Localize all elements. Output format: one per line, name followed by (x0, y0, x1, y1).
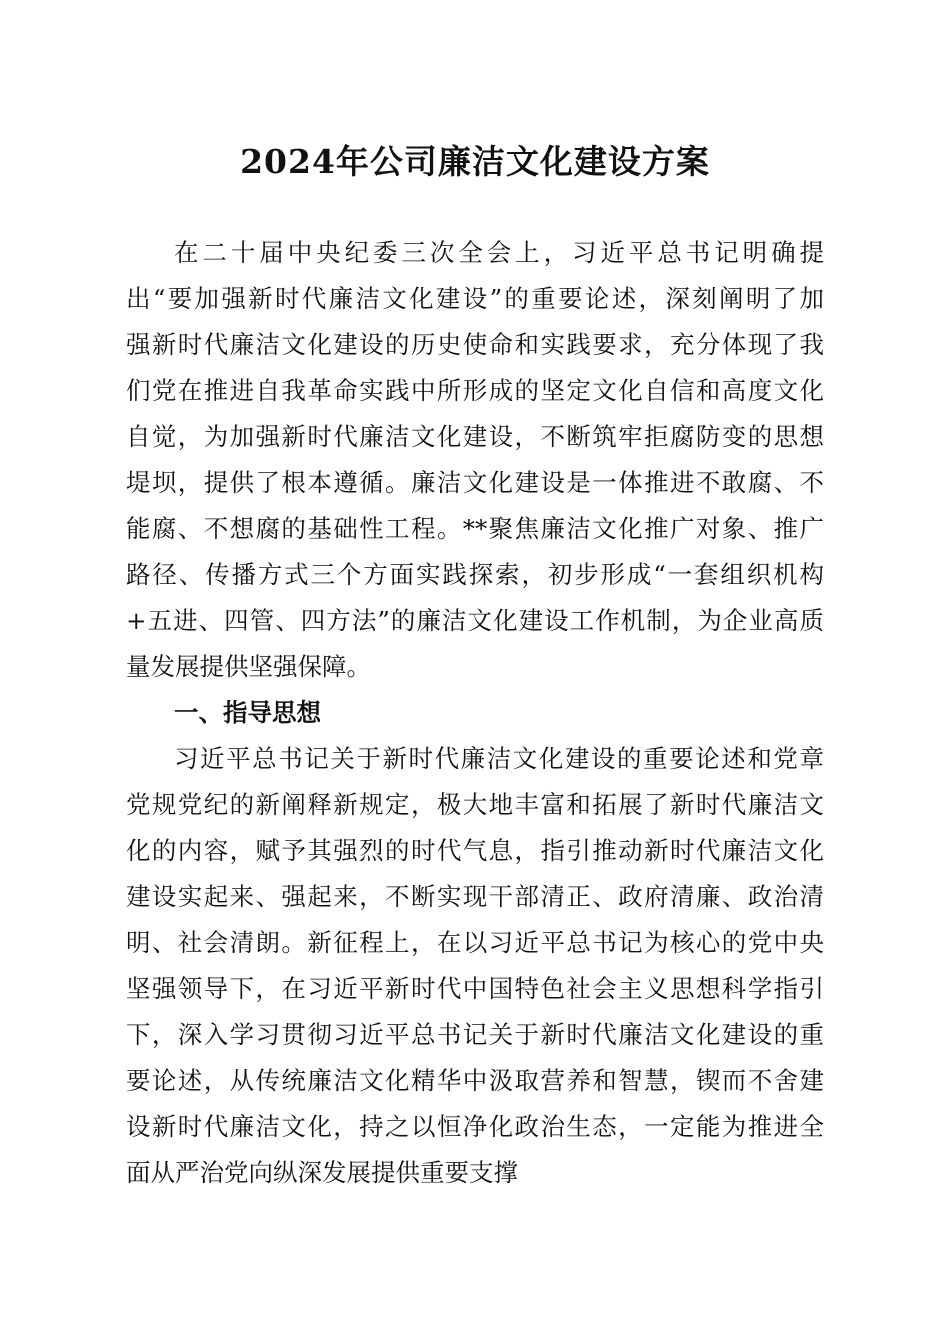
intro-line-9: +五进、四管、四方法”的廉洁文化建设工作机制，为企业高质 (126, 606, 824, 635)
section1-line-2: 党规党纪的新阐释新规定，极大地丰富和拓展了新时代廉洁文 (126, 790, 824, 819)
section1-line-7: 下，深入学习贯彻习近平总书记关于新时代廉洁文化建设的重 (126, 1020, 824, 1049)
intro-line-6: 堤坝，提供了根本遵循。廉洁文化建设是一体推进不敢腐、不 (126, 468, 824, 497)
intro-line-7: 能腐、不想腐的基础性工程。**聚焦廉洁文化推广对象、推广 (126, 514, 824, 543)
section1-line-3: 化的内容，赋予其强烈的时代气息，指引推动新时代廉洁文化 (126, 836, 824, 865)
intro-line-10: 量发展提供坚强保障。 (126, 652, 371, 681)
intro-line-1: 在二十届中央纪委三次全会上，习近平总书记明确提 (174, 238, 824, 267)
intro-line-8: 路径、传播方式三个方面实践探索，初步形成“一套组织机构 (126, 560, 824, 589)
section1-line-5: 明、社会清朗。新征程上，在以习近平总书记为核心的党中央 (126, 928, 824, 957)
intro-line-2: 出“要加强新时代廉洁文化建设”的重要论述，深刻阐明了加 (126, 284, 824, 313)
intro-line-5: 自觉，为加强新时代廉洁文化建设，不断筑牢拒腐防变的思想 (126, 422, 824, 451)
section-heading-guiding-ideology: 一、指导思想 (174, 698, 321, 727)
intro-line-3: 强新时代廉洁文化建设的历史使命和实践要求，充分体现了我 (126, 330, 824, 359)
section1-line-9: 设新时代廉洁文化，持之以恒净化政治生态，一定能为推进全 (126, 1112, 824, 1141)
document-title: 2024年公司廉洁文化建设方案 (240, 142, 710, 181)
section1-line-10: 面从严治党向纵深发展提供重要支撑 (126, 1158, 518, 1187)
intro-line-4: 们党在推进自我革命实践中所形成的坚定文化自信和高度文化 (126, 376, 824, 405)
section1-line-1: 习近平总书记关于新时代廉洁文化建设的重要论述和党章 (174, 744, 824, 773)
section1-line-4: 建设实起来、强起来，不断实现干部清正、政府清廉、政治清 (126, 882, 824, 911)
section1-line-8: 要论述，从传统廉洁文化精华中汲取营养和智慧，锲而不舍建 (126, 1066, 824, 1095)
section1-line-6: 坚强领导下，在习近平新时代中国特色社会主义思想科学指引 (126, 974, 824, 1003)
